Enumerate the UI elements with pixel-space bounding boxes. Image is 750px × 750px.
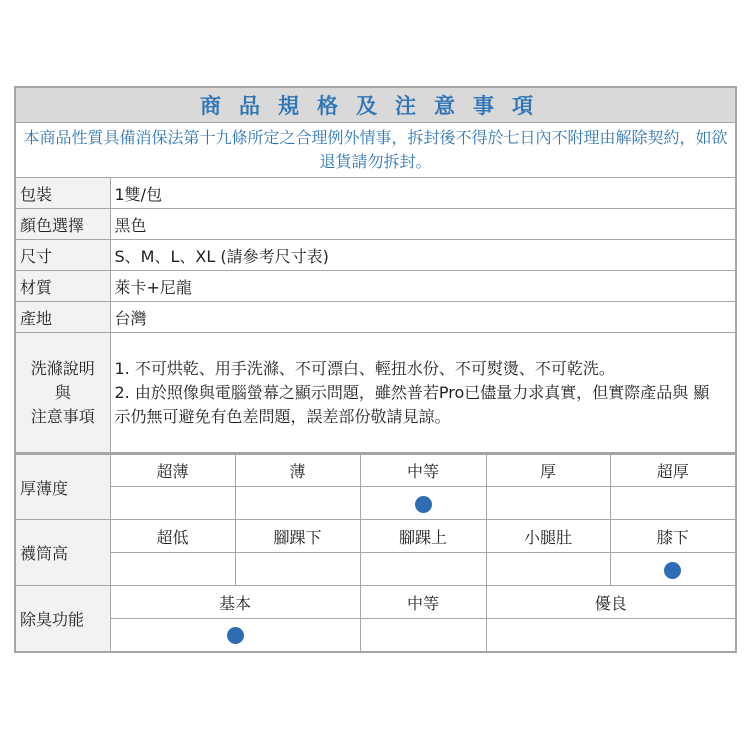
thickness-option: 薄	[235, 454, 360, 487]
thickness-option: 超厚	[610, 454, 736, 487]
deodor-option: 中等	[360, 586, 486, 619]
rating-cell	[486, 619, 736, 652]
height-option: 膝下	[610, 520, 736, 553]
height-option: 小腿肚	[486, 520, 610, 553]
spec-table	[14, 86, 737, 653]
rating-cell	[360, 619, 486, 652]
thickness-option: 中等	[360, 454, 486, 487]
thickness-label: 厚薄度	[15, 454, 110, 520]
page-title: 商品規格及注意事項	[15, 87, 736, 123]
care-label	[15, 333, 110, 454]
selected-dot-icon	[227, 627, 244, 644]
rating-cell	[486, 487, 610, 520]
rating-cell	[110, 619, 360, 652]
spec-value: S、M、L、XL (請參考尺寸表)	[110, 240, 736, 271]
height-marks	[15, 553, 736, 586]
spec-label: 材質	[15, 271, 110, 302]
selected-dot-icon	[664, 562, 681, 579]
deodor-marks	[15, 619, 736, 652]
rating-cell	[360, 553, 486, 586]
spec-label: 包裝	[15, 178, 110, 209]
rating-cell	[610, 553, 736, 586]
rating-cell	[235, 553, 360, 586]
thickness-marks	[15, 487, 736, 520]
deodor-option: 優良	[486, 586, 736, 619]
care-text	[110, 333, 736, 454]
spec-value: 1雙/包	[110, 178, 736, 209]
spec-value: 萊卡+尼龍	[110, 271, 736, 302]
deodor-label: 除臭功能	[15, 586, 110, 652]
return-notice: 本商品性質具備消保法第十九條所定之合理例外情事，拆封後不得於七日內不附理由解除契約，如欲退貨請勿拆封。	[15, 123, 736, 178]
care-label-2: 與	[54, 382, 71, 402]
thickness-option: 超薄	[110, 454, 235, 487]
height-option: 腳踝上	[360, 520, 486, 553]
thickness-option: 厚	[486, 454, 610, 487]
care-line-2: 2. 由於照像與電腦螢幕之顯示問題，雖然普若Pro已儘量力求真實，但實際產品與 顯示仍無可避免有色差問題，誤差部份敬請見諒。	[114, 382, 710, 426]
deodor-option: 基本	[110, 586, 360, 619]
spec-label: 產地	[15, 302, 110, 333]
rating-cell	[610, 487, 736, 520]
rating-cell	[235, 487, 360, 520]
selected-dot-icon	[415, 496, 432, 513]
care-label-1: 洗滌說明	[30, 358, 95, 378]
rating-cell	[110, 487, 235, 520]
spec-value: 黑色	[110, 209, 736, 240]
care-line-1: 1. 不可烘乾、用手洗滌、不可漂白、輕扭水份、不可熨燙、不可乾洗。	[114, 358, 615, 378]
height-option: 超低	[110, 520, 235, 553]
rating-cell	[486, 553, 610, 586]
height-label: 襪筒高	[15, 520, 110, 586]
rating-cell	[360, 487, 486, 520]
spec-label: 顏色選擇	[15, 209, 110, 240]
spec-label: 尺寸	[15, 240, 110, 271]
rating-cell	[110, 553, 235, 586]
spec-value: 台灣	[110, 302, 736, 333]
care-label-3: 注意事項	[30, 406, 95, 426]
height-option: 腳踝下	[235, 520, 360, 553]
